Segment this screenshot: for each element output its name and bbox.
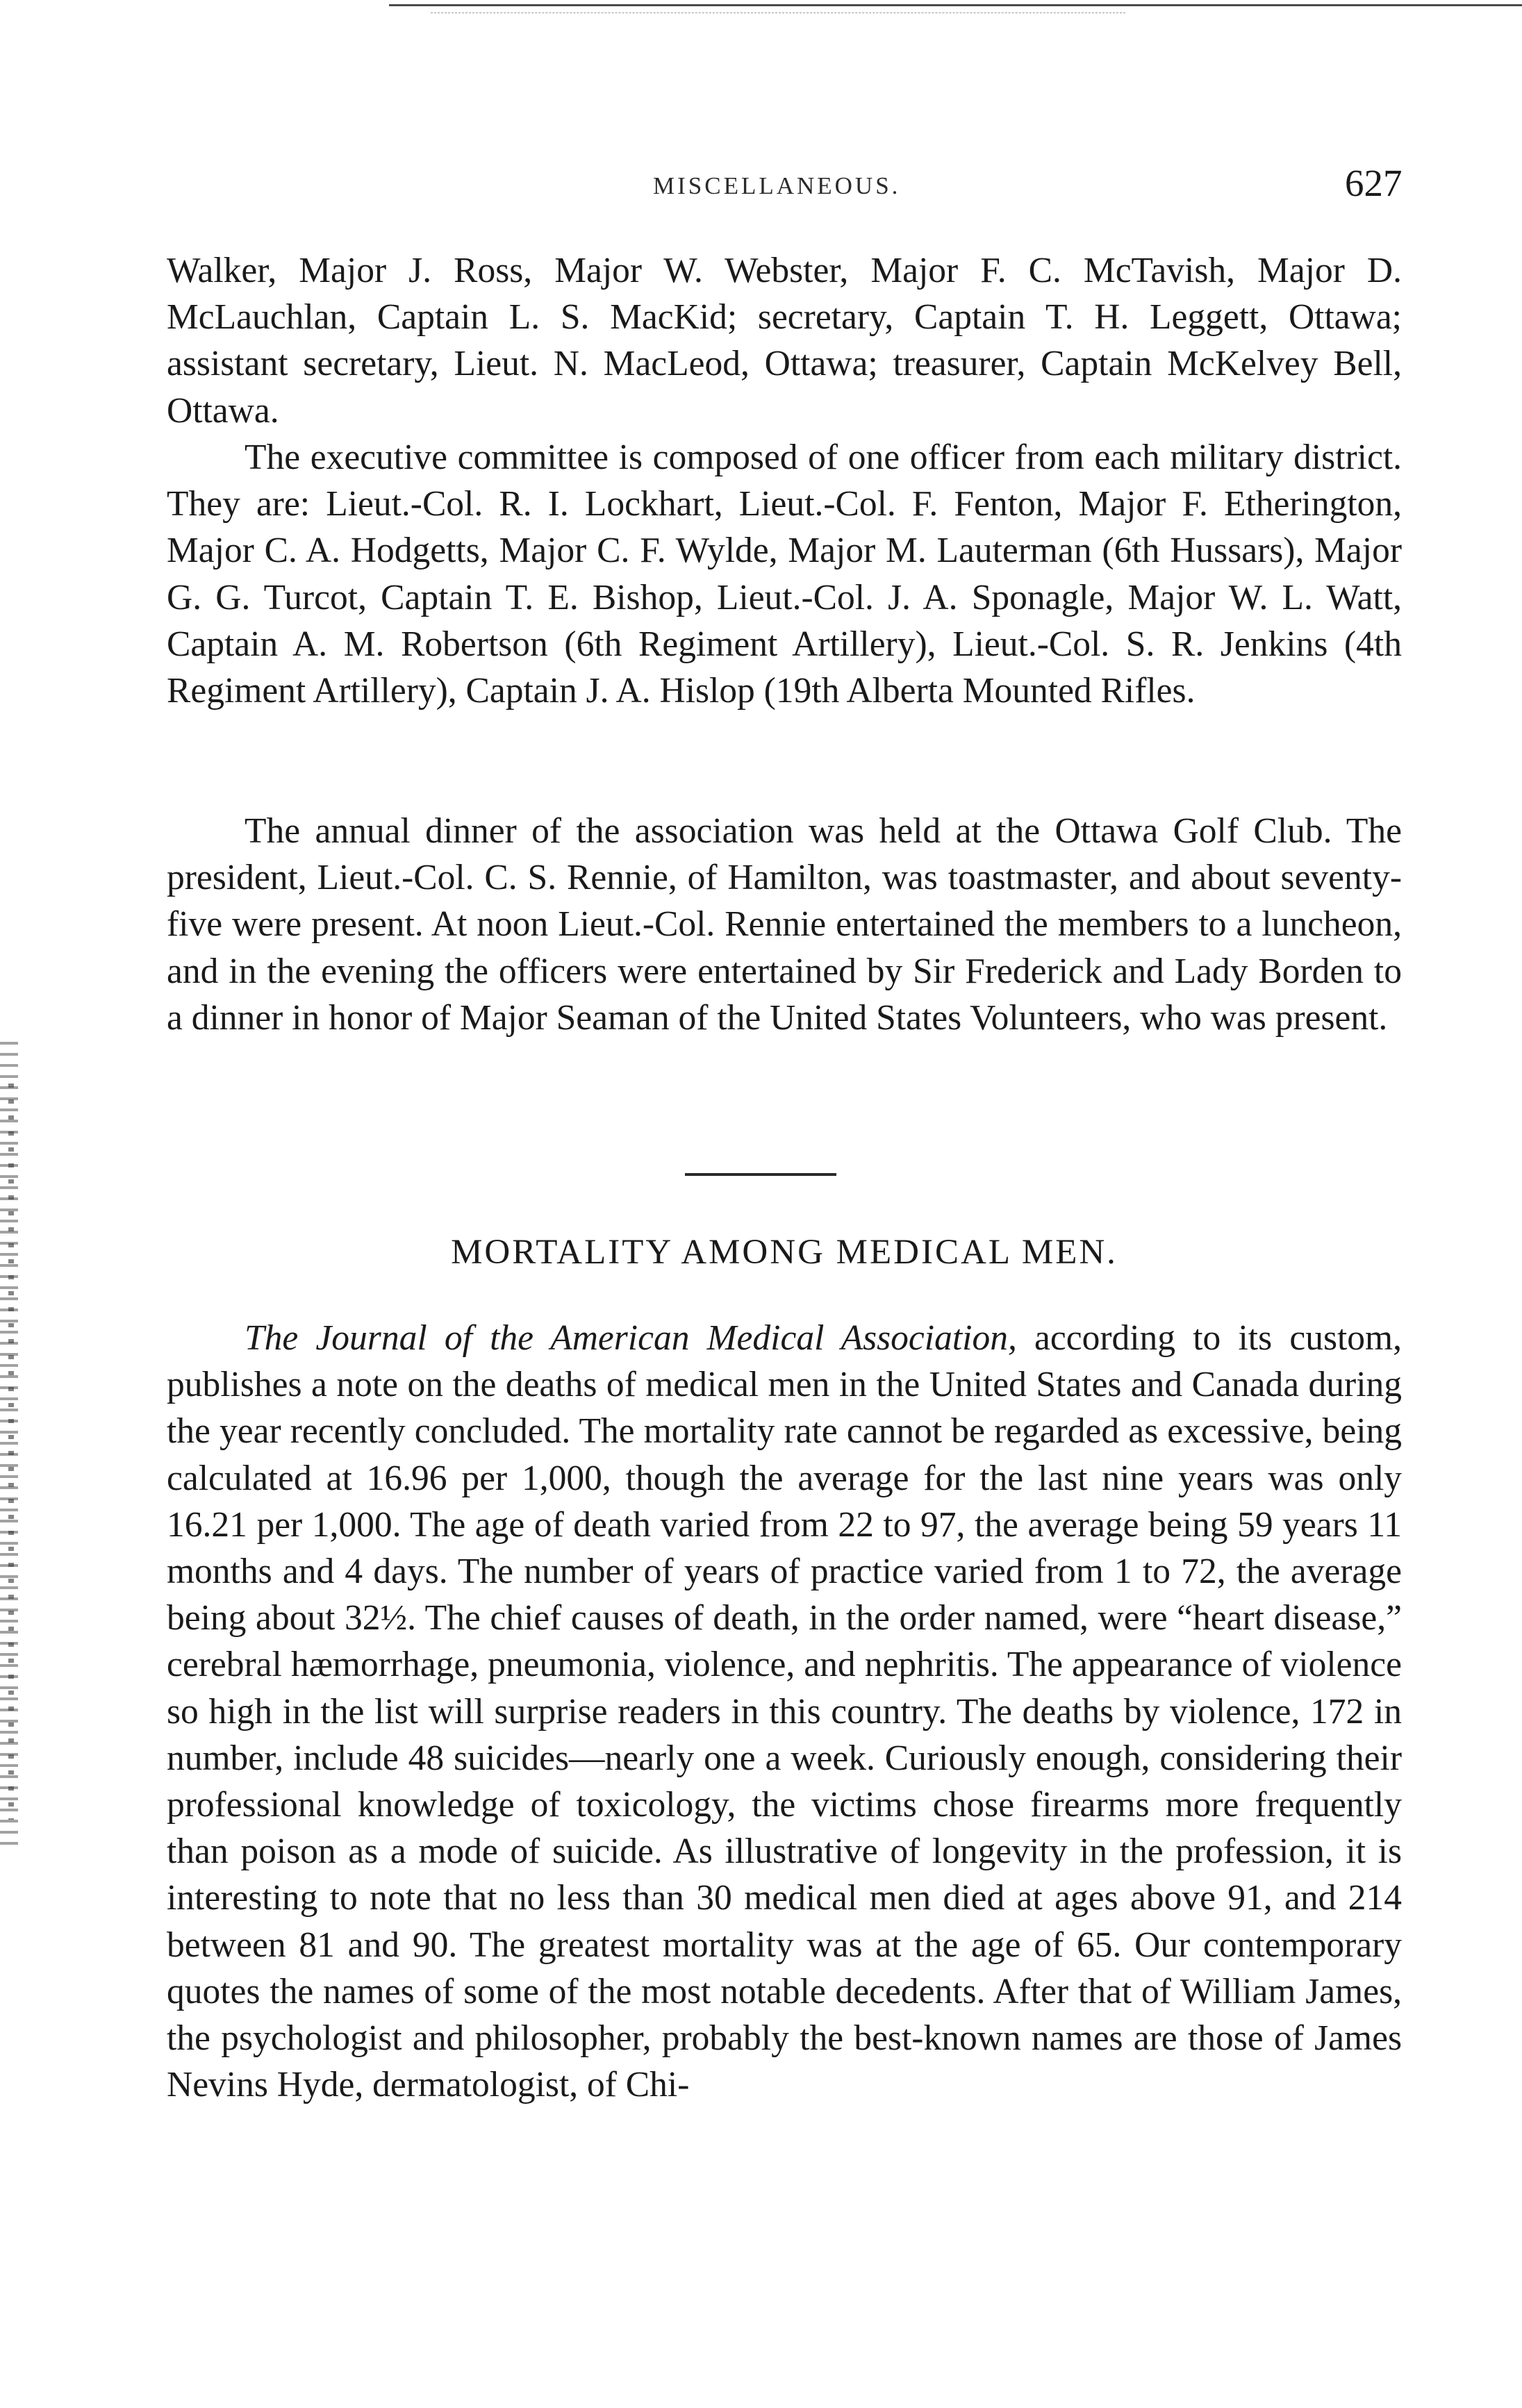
journal-title: The Journal of the American Medical Association, [245, 1318, 1017, 1358]
running-head: MISCELLANEOUS. [653, 172, 901, 199]
section-title: MORTALITY AMONG MEDICAL MEN. [451, 1233, 1118, 1272]
top-edge-rule [389, 4, 1522, 6]
paragraph-officers-continued: Walker, Major J. Ross, Major W. Webster, Major F. C. McTavish, Major D. McLauchlan, Captain L. S. MacKid; secretary, Captain T. H. Leggett, Ottawa; assistant secretary, Lieut. N. MacLeod, Ottawa; treasurer, Captain McKelvey Bell, Ottawa. [167, 251, 1402, 431]
paragraph-mortality [167, 1315, 1402, 2108]
paragraph-annual-dinner: The annual dinner of the association was held at the Ottawa Golf Club. The president, Lieut.-Col. C. S. Rennie, of Hamilton, was toastmaster, and about seventy-five were present. At noon Lieut.-Col. Rennie entertained the members to a luncheon, and in the evening the officers were entertained by Sir Frederick and Lady Borden to a dinner in honor of Major Seaman of the United States Volunteers, who was present. [167, 811, 1402, 1038]
mortality-body-text: according to its custom, publishes a note on the deaths of medical men in the United States and Canada during the year recently concluded. The mortality rate cannot be regarded as excessive, being calculated at 16.96 per 1,000, though the average for the last nine years was only 16.21 per 1,000. The age of death varied from 22 to 97, the average being 59 years 11 months and 4 days. The number of years of practice varied from 1 to 72, the average being about 32½. The chief causes of death, in the order named, were “heart disease,” cerebral hæmorrhage, pneumonia, violence, and nephritis. The appearance of violence so high in the list will surprise readers in this country. The deaths by violence, 172 in number, include 48 suicides—nearly one a week. Curiously enough, considering their professional knowledge of toxicology, the victims chose firearms more frequently than poison as a mode of suicide. As illustrative of longevity in the profession, it is interesting to note that no less than 30 medical men died at ages above 91, and 214 between 81 and 90. The greatest mortality was at the age of 65. Our contemporary quotes the names of some of the most notable decedents. After that of William James, the psychologist and philosopher, probably the best-known names are those of James Nevins Hyde, dermatologist, of Chi- [167, 1318, 1402, 2105]
paragraph-executive-committee: The executive committee is composed of one officer from each military district. They are: Lieut.-Col. R. I. Lockhart, Lieut.-Col. F. Fenton, Major F. Etherington, Major C. A. Hodgetts, Major C. F. Wylde, Major M. Lauterman (6th Hussars), Major G. G. Turcot, Captain T. E. Bishop, Lieut.-Col. J. A. Sponagle, Major W. L. Watt, Captain A. M. Robertson (6th Regiment Artillery), Lieut.-Col. S. R. Jenkins (4th Regiment Artillery), Captain J. A. Hislop (19th Alberta Mounted Rifles. [167, 438, 1402, 711]
margin-binding-marks-dark [8, 1083, 14, 1820]
page-number: 627 [1345, 162, 1403, 204]
section-divider-rule [685, 1173, 836, 1176]
